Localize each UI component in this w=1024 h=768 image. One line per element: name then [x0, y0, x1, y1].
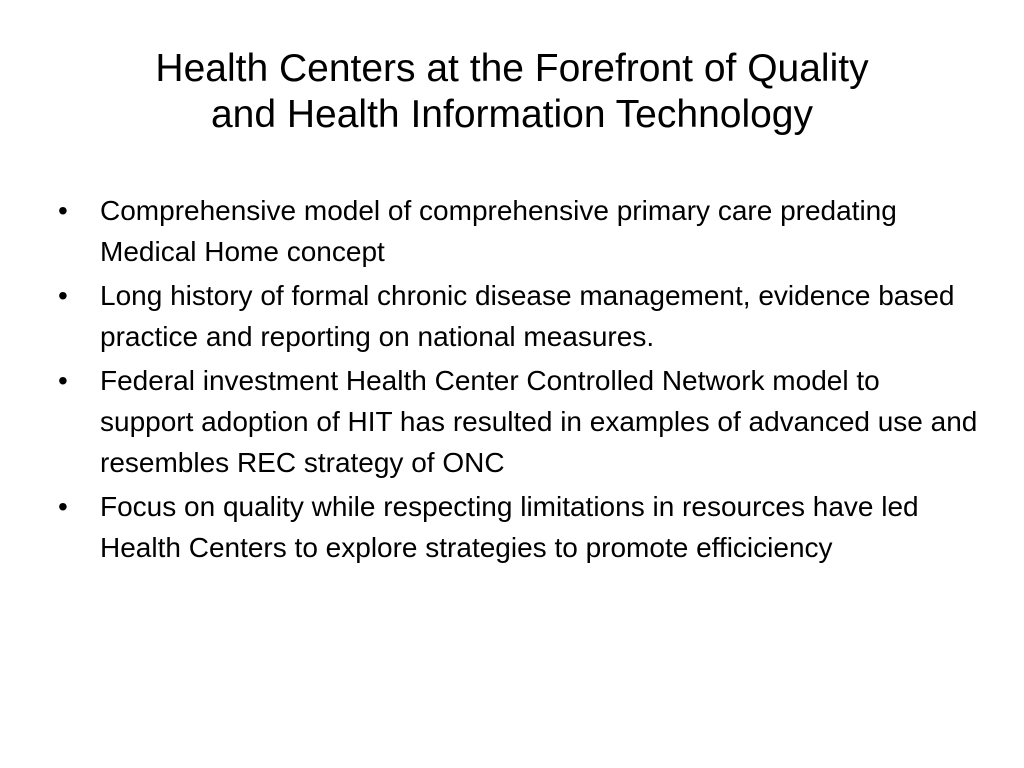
bullet-dot-icon: • [58, 195, 68, 226]
slide-title-line-2: and Health Information Technology [210, 93, 813, 136]
bullet-dot-icon: • [58, 365, 68, 396]
bullet-item-primary-care [58, 190, 978, 272]
bullet-text: Focus on quality while respecting limitations in resources have led Health Centers to explore strategies to promote efficiciency [100, 491, 919, 563]
bullet-text: Federal investment Health Center Controlled Network model to support adoption of HIT has resulted in examples of advanced use and resembles REC strategy of ONC [100, 365, 978, 478]
bullet-list [58, 190, 978, 571]
bullet-dot-icon: • [58, 491, 68, 522]
slide-title [40, 46, 984, 138]
bullet-item-quality-focus [58, 486, 978, 568]
bullet-text: Comprehensive model of comprehensive primary care predating Medical Home concept [100, 195, 897, 267]
bullet-item-chronic-disease [58, 275, 978, 357]
slide-title-line-1: Health Centers at the Forefront of Quality [155, 47, 869, 90]
bullet-dot-icon: • [58, 280, 68, 311]
bullet-text: Long history of formal chronic disease management, evidence based practice and reporting on national measures. [100, 280, 955, 352]
bullet-item-federal-investment [58, 360, 978, 483]
